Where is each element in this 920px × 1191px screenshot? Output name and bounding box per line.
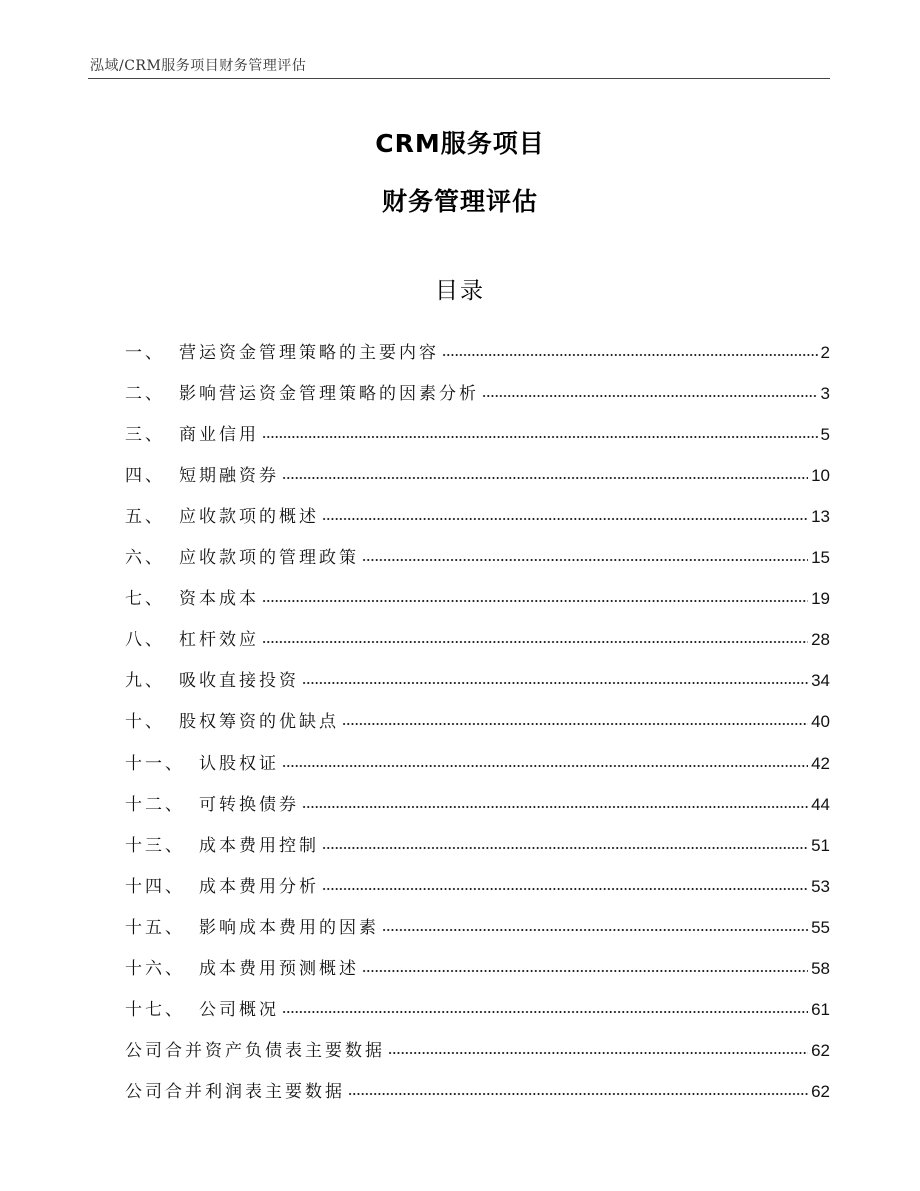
toc-entry-number: 十三、	[125, 835, 185, 856]
toc-entry[interactable]	[125, 897, 830, 938]
toc-entry-number: 二、	[125, 384, 165, 405]
document-title-line-1: CRM服务项目	[375, 129, 545, 158]
toc-entry-number: 一、	[125, 343, 165, 364]
toc-entry-page: 3	[820, 384, 830, 404]
toc-entry-page: 34	[811, 671, 830, 691]
toc-entry[interactable]	[125, 322, 830, 363]
toc-entry-label: 公司概况	[199, 999, 279, 1020]
toc-entry-label: 应收款项的概述	[179, 507, 319, 528]
toc-entry-page: 2	[820, 343, 830, 363]
toc-entry-number: 十七、	[125, 999, 185, 1020]
toc-entry-page: 13	[811, 507, 830, 527]
toc-dot-leader	[282, 764, 808, 768]
toc-entry[interactable]	[125, 404, 830, 445]
toc-dot-leader	[302, 805, 808, 809]
toc-entry-label: 吸收直接投资	[179, 671, 299, 692]
toc-dot-leader	[482, 394, 818, 398]
toc-entry-label: 成本费用预测概述	[199, 958, 359, 979]
toc-entry[interactable]	[125, 732, 830, 773]
toc-entry-label: 影响成本费用的因素	[199, 917, 379, 938]
toc-entry-label: 资本成本	[179, 589, 259, 610]
toc-entry[interactable]	[125, 445, 830, 486]
toc-entry-page: 40	[811, 712, 830, 732]
toc-entry-number: 三、	[125, 425, 165, 446]
toc-dot-leader	[382, 928, 808, 932]
toc-entry-label: 商业信用	[179, 425, 259, 446]
toc-entry[interactable]	[125, 938, 830, 979]
toc-dot-leader	[282, 1010, 808, 1014]
toc-entry-page: 44	[811, 794, 830, 814]
toc-entry[interactable]	[125, 568, 830, 609]
toc-entry[interactable]	[125, 979, 830, 1020]
toc-entry-page: 61	[811, 999, 830, 1019]
toc-dot-leader	[322, 887, 808, 891]
toc-entry-page: 62	[811, 1081, 830, 1101]
toc-entry-page: 19	[811, 589, 830, 609]
toc-entry-label: 影响营运资金管理策略的因素分析	[179, 384, 479, 405]
toc-entry[interactable]	[125, 650, 830, 691]
header-rule	[88, 78, 830, 79]
toc-entry-label: 营运资金管理策略的主要内容	[179, 343, 439, 364]
toc-entry-number: 五、	[125, 507, 165, 528]
toc-dot-leader	[342, 722, 808, 726]
toc-entry[interactable]	[125, 609, 830, 650]
toc-dot-leader	[322, 846, 808, 850]
toc-entry[interactable]	[125, 527, 830, 568]
toc-entry-number: 十一、	[125, 753, 185, 774]
toc-entry-number: 四、	[125, 466, 165, 487]
toc-entry-number: 十、	[125, 712, 165, 733]
toc-entry-page: 62	[811, 1040, 830, 1060]
toc-entry[interactable]	[125, 774, 830, 815]
toc-entry-number: 十六、	[125, 958, 185, 979]
toc-entry-label: 杠杆效应	[179, 630, 259, 651]
toc-entry-page: 10	[811, 466, 830, 486]
toc-entry-number: 八、	[125, 630, 165, 651]
toc-entry-page: 53	[811, 876, 830, 896]
toc-entry-label: 公司合并利润表主要数据	[125, 1081, 345, 1102]
toc-entry[interactable]	[125, 815, 830, 856]
document-title-line-2: 财务管理评估	[381, 187, 538, 216]
toc-entry-page: 51	[811, 835, 830, 855]
toc-entry-page: 42	[811, 753, 830, 773]
toc-entry-label: 成本费用控制	[199, 835, 319, 856]
toc-dot-leader	[362, 969, 808, 973]
table-of-contents	[125, 322, 830, 1102]
toc-entry-number: 六、	[125, 548, 165, 569]
toc-entry[interactable]	[125, 363, 830, 404]
running-header: 泓域/CRM服务项目财务管理评估	[90, 58, 307, 74]
toc-dot-leader	[348, 1092, 808, 1096]
toc-entry[interactable]	[125, 486, 830, 527]
toc-dot-leader	[262, 640, 808, 644]
toc-entry-number: 七、	[125, 589, 165, 610]
toc-entry-number: 十五、	[125, 917, 185, 938]
toc-entry[interactable]	[125, 1020, 830, 1061]
toc-entry-page: 58	[811, 958, 830, 978]
toc-dot-leader	[302, 681, 808, 685]
toc-dot-leader	[262, 599, 808, 603]
toc-entry-label: 成本费用分析	[199, 876, 319, 897]
toc-entry[interactable]	[125, 1061, 830, 1102]
toc-entry-label: 短期融资券	[179, 466, 279, 487]
toc-entry-number: 十二、	[125, 794, 185, 815]
toc-entry-label: 应收款项的管理政策	[179, 548, 359, 569]
toc-dot-leader	[322, 517, 808, 521]
toc-entry-number: 九、	[125, 671, 165, 692]
toc-entry-page: 15	[811, 548, 830, 568]
toc-entry-page: 55	[811, 917, 830, 937]
toc-entry[interactable]	[125, 856, 830, 897]
toc-dot-leader	[362, 558, 808, 562]
toc-entry[interactable]	[125, 691, 830, 732]
toc-entry-label: 股权筹资的优缺点	[179, 712, 339, 733]
toc-dot-leader	[282, 476, 808, 480]
toc-entry-label: 公司合并资产负债表主要数据	[125, 1040, 385, 1061]
toc-heading: 目录	[435, 278, 485, 304]
toc-entry-page: 5	[820, 425, 830, 445]
toc-dot-leader	[388, 1051, 808, 1055]
toc-dot-leader	[442, 353, 818, 357]
toc-dot-leader	[262, 435, 818, 439]
toc-entry-page: 28	[811, 630, 830, 650]
toc-entry-label: 可转换债券	[199, 794, 299, 815]
toc-entry-label: 认股权证	[199, 753, 279, 774]
toc-entry-number: 十四、	[125, 876, 185, 897]
